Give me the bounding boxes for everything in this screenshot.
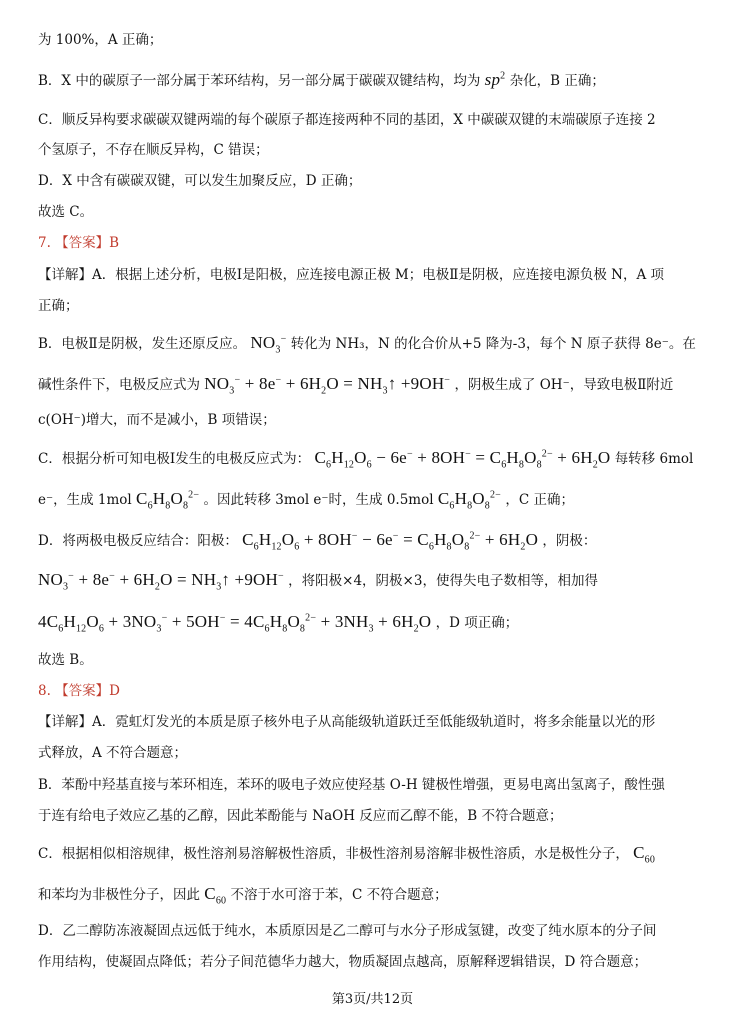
text: D．乙二醇防冻液凝固点远低于纯水，本质原因是乙二醇可与水分子形成氢键，改变了纯水原本的分子间 — [38, 923, 657, 939]
text-line — [38, 712, 715, 732]
formula-anode-reaction: $C_6H_{12}O_6 - 6e^- + 8OH^- = C_6H_8O_8^{2-} + 6H_2O$ — [314, 448, 611, 471]
text: 正确； — [38, 298, 79, 314]
text-line — [38, 775, 715, 795]
formula-c60: $C_{60}$ — [633, 843, 656, 866]
text: 为 100%，A 正确； — [38, 32, 163, 48]
text-line — [38, 110, 715, 130]
text-line — [38, 489, 715, 510]
answer-heading — [38, 681, 715, 701]
text: ，将阳极×4，阴极×3，使得失电子数相等，相加得 — [288, 573, 598, 589]
text: 式释放，A 不符合题意； — [38, 745, 188, 761]
formula-product: $C_6H_8O_8^{2-}$ — [136, 489, 200, 512]
text-line — [38, 202, 715, 222]
formula-nitrate: $NO_3^-$ — [250, 333, 287, 356]
text-line — [38, 171, 715, 191]
text: C．根据分析可知电极Ⅰ发生的电极反应式为： — [38, 451, 311, 467]
text: e⁻，生成 1mol — [38, 492, 132, 508]
text: 不溶于水可溶于苯，C 不符合题意； — [230, 887, 448, 903]
text-line — [38, 612, 715, 633]
text-line — [38, 806, 715, 826]
text: ，C 正确； — [505, 492, 574, 508]
formula-sp2: $sp^2$ — [484, 70, 506, 89]
text: 和苯均为非极性分子，因此 — [38, 887, 200, 903]
text-line — [38, 448, 715, 469]
text: B．苯酚中羟基直接与苯环相连，苯环的吸电子效应使羟基 O-H 键极性增强，更易电离出氢离子，酸性强 — [38, 777, 665, 793]
text: 7. 【答案】B — [38, 235, 120, 251]
page-footer: 第3页/共12页 — [331, 992, 414, 1007]
text-line — [38, 650, 715, 670]
text: D．将两极电极反应结合：阳极： — [38, 533, 238, 549]
text: ，阴极： — [542, 533, 597, 549]
formula-c60: $C_{60}$ — [204, 884, 227, 907]
text: c(OH⁻)增大，而不是减小，B 项错误； — [38, 412, 276, 428]
text: 每转移 6mol — [614, 451, 694, 467]
text: C．顺反异构要求碳碳双键两端的每个碳原子都连接两种不同的基团，X 中碳碳双键的末端碳原子连接 2 — [38, 112, 656, 128]
text: D．X 中含有碳碳双键，可以发生加聚反应，D 正确； — [38, 173, 362, 189]
text: 碱性条件下，电极反应式为 — [38, 377, 200, 393]
formula-cathode-reaction: $NO_3^- + 8e^- + 6H_2O$ = $NH_3↑ +9OH^-$ — [204, 374, 451, 397]
text: B．电极Ⅱ是阴极，发生还原反应。 — [38, 336, 247, 352]
text: ，D 项正确； — [435, 615, 519, 631]
text-line — [38, 265, 715, 285]
formula-anode-reaction-2: $C_6H_{12}O_6 + 8OH^- - 6e^- = C_6H_8O_8^{2-} + 6H_2O$ — [242, 530, 539, 553]
text-line — [38, 530, 715, 551]
formula-overall-reaction: $4C_6H_{12}O_6 + 3NO_3^- + 5OH^- = 4C_6H_8O_8^{2-} + 3NH_3 + 6H_2O$ — [38, 612, 432, 635]
text: 转化为 NH₃，N 的化合价从+5 降为-3，每个 N 原子获得 8e⁻。在 — [290, 336, 696, 352]
text: 。因此转移 3mol e⁻时，生成 0.5mol — [203, 492, 434, 508]
text: 杂化，B 正确； — [509, 73, 605, 89]
text: 8. 【答案】D — [38, 683, 120, 699]
text-line — [38, 333, 715, 354]
text-line — [38, 921, 715, 941]
text-line — [38, 140, 715, 160]
text: ，阴极生成了 OH⁻，导致电极Ⅱ附近 — [454, 377, 674, 393]
text-line — [38, 30, 715, 50]
text-line — [38, 743, 715, 763]
text-line — [38, 884, 715, 905]
text: 于连有给电子效应乙基的乙醇，因此苯酚能与 NaOH 反应而乙醇不能，B 不符合题意； — [38, 808, 563, 824]
text: 故选 B。 — [38, 652, 93, 668]
text: 【详解】A．霓虹灯发光的本质是原子核外电子从高能级轨道跃迁至低能级轨道时，将多余能量以光的形 — [38, 714, 656, 730]
answer-heading — [38, 233, 715, 253]
text-line — [38, 296, 715, 316]
text-line — [38, 570, 715, 591]
text-line — [38, 410, 715, 430]
text-line — [38, 952, 715, 972]
text: 个氢原子，不存在顺反异构，C 错误； — [38, 142, 269, 158]
text: C．根据相似相溶规律，极性溶剂易溶解极性溶质，非极性溶剂易溶解非极性溶质，水是极性分子， — [38, 846, 629, 862]
formula-product: $C_6H_8O_8^{2-}$ — [437, 489, 502, 512]
text: 【详解】A．根据上述分析，电极Ⅰ是阳极，应连接电源正极 M；电极Ⅱ是阴极，应连接电源负极 N，A 项 — [38, 267, 665, 283]
formula-cathode-reaction-2: $NO_3^- + 8e^- + 6H_2O$ = $NH_3↑ +9OH^-$ — [38, 570, 284, 593]
text: B．X 中的碳原子一部分属于苯环结构，另一部分属于碳碳双键结构，均为 — [38, 73, 481, 89]
text-line — [38, 70, 715, 91]
text-line — [38, 843, 715, 864]
text: 作用结构，使凝固点降低；若分子间范德华力越大，物质凝固点越高，原解释逻辑错误，D 符合题意； — [38, 954, 648, 970]
text: 故选 C。 — [38, 204, 94, 220]
text-line — [38, 374, 715, 395]
